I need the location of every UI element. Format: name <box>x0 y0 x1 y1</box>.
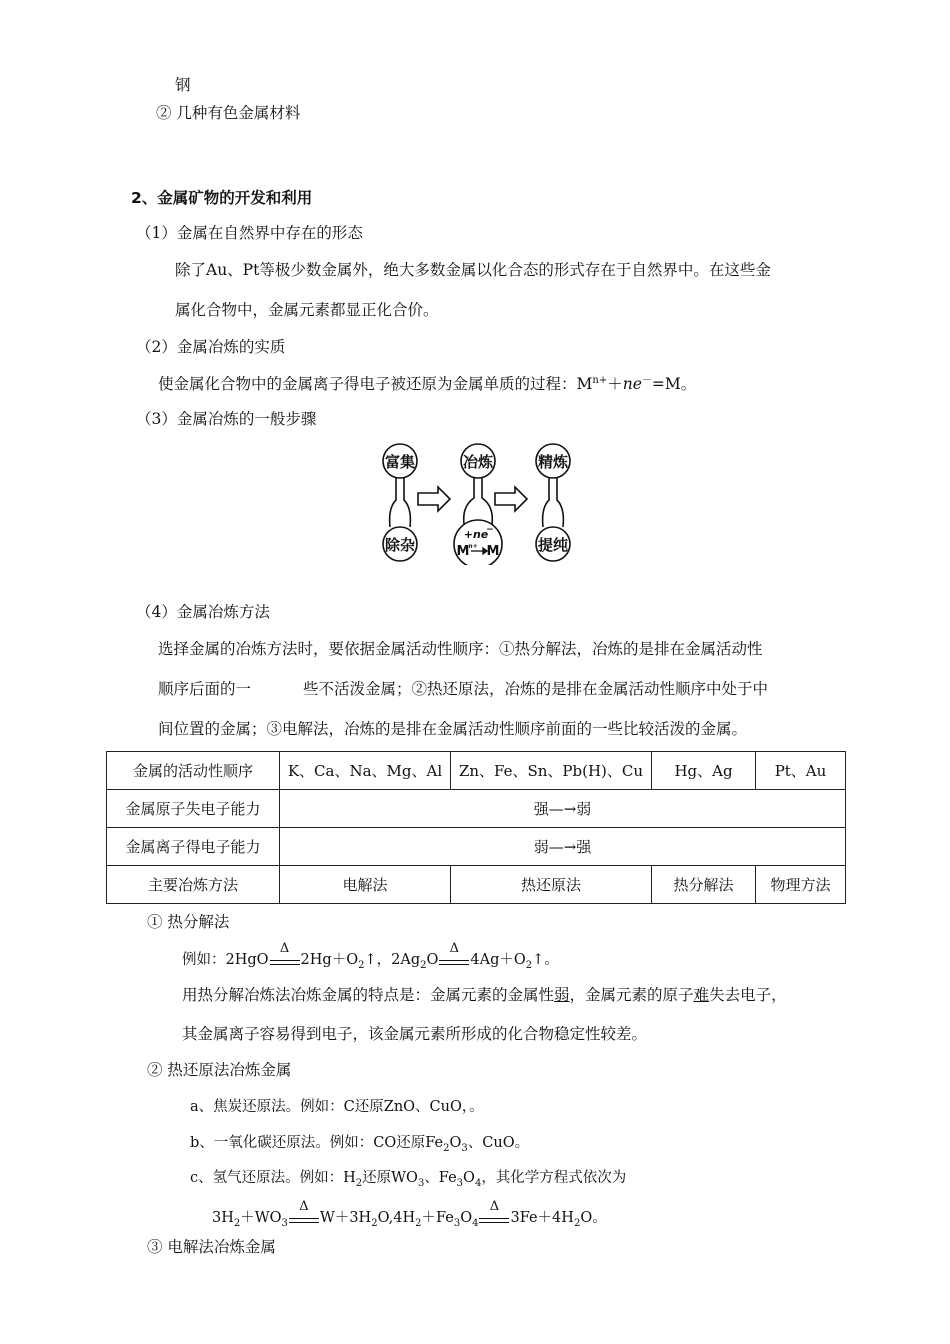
section-2-heading: 2、金属矿物的开发和利用 <box>131 189 313 207</box>
subsection-2-title: （2）金属冶炼的实质 <box>136 338 286 356</box>
heating-equals-sign: Δ <box>269 950 301 966</box>
subsection-1-title: （1）金属在自然界中存在的形态 <box>136 224 363 242</box>
flow-reaction-ion-charge: n+ <box>468 543 478 550</box>
heating-equals-sign: Δ <box>288 1208 320 1224</box>
table-row <box>107 790 846 828</box>
table-cell: 金属离子得电子能力 <box>107 828 280 866</box>
subsection-4-title: （4）金属冶炼方法 <box>136 603 270 621</box>
table-row <box>107 828 846 866</box>
table-cell: 主要冶炼方法 <box>107 866 280 904</box>
flow-node-remove-impurity: 除杂 <box>384 536 416 554</box>
flow-node-purify: 提纯 <box>537 536 569 554</box>
table-cell: 物理方法 <box>756 866 846 904</box>
subsection-2-para: 使金属化合物中的金属离子得电子被还原为金属单质的过程：$M^{n+}+ne^-=M$。 <box>158 375 697 394</box>
table-cell: 弱—→强 <box>280 828 846 866</box>
subsection-1-para-line2: 属化合物中，金属元素都显正化合价。 <box>175 301 439 319</box>
method-2-equations: $3H_2+WO_3$ Δ $W+3H_2O,4H_2+Fe_3O_4$ Δ $3Fe+4H_2O$。 <box>212 1199 607 1229</box>
method-1-examples: 例如：2HgO Δ $2Hg+O_2↑$，$2Ag_2O$ Δ $4Ag+O_2↑$。 <box>182 941 559 971</box>
method-2-title: ② 热还原法冶炼金属 <box>147 1061 292 1079</box>
method-2-item-a: a、焦炭还原法。例如：C还原ZnO、CuO，。 <box>190 1099 484 1115</box>
subsection-4-para-line1: 选择金属的冶炼方法时，要依据金属活动性顺序：①热分解法，冶炼的是排在金属活动性 <box>158 640 763 658</box>
subsection-3-title: （3）金属冶炼的一般步骤 <box>136 410 317 428</box>
flow-node-enrich: 富集 <box>384 453 416 471</box>
metal-activity-table <box>106 751 846 904</box>
table-cell: 热分解法 <box>652 866 756 904</box>
flow-reaction-metal: M <box>486 544 500 559</box>
method-1-para-line2: 其金属离子容易得到电子，该金属元素所形成的化合物稳定性较差。 <box>182 1025 648 1043</box>
nonferrous-heading: ② 几种有色金属材料 <box>156 104 301 122</box>
table-row <box>107 752 846 790</box>
flow-arrow-1 <box>418 487 450 511</box>
heating-equals-sign: Δ <box>438 950 470 966</box>
flow-arrow-2 <box>495 487 527 511</box>
method-2-item-b: b、一氧化碳还原法。例如：CO还原$Fe_2O_3$、CuO。 <box>190 1135 530 1154</box>
flow-reaction-condition: +ne <box>463 528 489 541</box>
flow-node-refine: 精炼 <box>537 453 569 471</box>
flow-reaction-ion: M <box>456 544 470 559</box>
table-cell: 电解法 <box>280 866 451 904</box>
table-cell: Zn、Fe、Sn、Pb(H)、Cu <box>451 752 652 790</box>
table-cell: 热还原法 <box>451 866 652 904</box>
heating-equals-sign: Δ <box>478 1208 510 1224</box>
subsection-1-para-line1: 除了Au、Pt等极少数金属外，绝大多数金属以化合态的形式存在于自然界中。在这些金 <box>175 261 771 279</box>
table-cell: 强—→弱 <box>280 790 846 828</box>
method-1-para-line1: 用热分解冶炼法冶炼金属的特点是：金属元素的金属性弱，金属元素的原子难失去电子， <box>182 986 787 1004</box>
method-1-title: ① 热分解法 <box>147 913 230 931</box>
method-2-item-c: c、氢气还原法。例如：$H_2$还原$WO_3$、$Fe_3O_4$，其化学方程式依次为 <box>190 1170 627 1189</box>
table-cell: K、Ca、Na、Mg、Al <box>280 752 451 790</box>
table-cell: Hg、Ag <box>652 752 756 790</box>
flow-node-smelt: 冶炼 <box>462 453 494 471</box>
table-cell: Pt、Au <box>756 752 846 790</box>
table-cell: 金属原子失电子能力 <box>107 790 280 828</box>
table-cell: 金属的活动性顺序 <box>107 752 280 790</box>
subsection-4-para-line2: 顺序后面的一 些不活泼金属；②热还原法，冶炼的是排在金属活动性顺序中处于中 <box>158 680 769 698</box>
smelting-steps-diagram <box>370 440 590 565</box>
steel-text: 钢 <box>175 76 191 94</box>
table-row <box>107 866 846 904</box>
flow-reaction-minus: − <box>486 525 494 535</box>
subsection-4-para-line3: 间位置的金属；③电解法，冶炼的是排在金属活动性顺序前面的一些比较活泼的金属。 <box>158 720 748 738</box>
method-3-title: ③ 电解法冶炼金属 <box>147 1238 276 1256</box>
